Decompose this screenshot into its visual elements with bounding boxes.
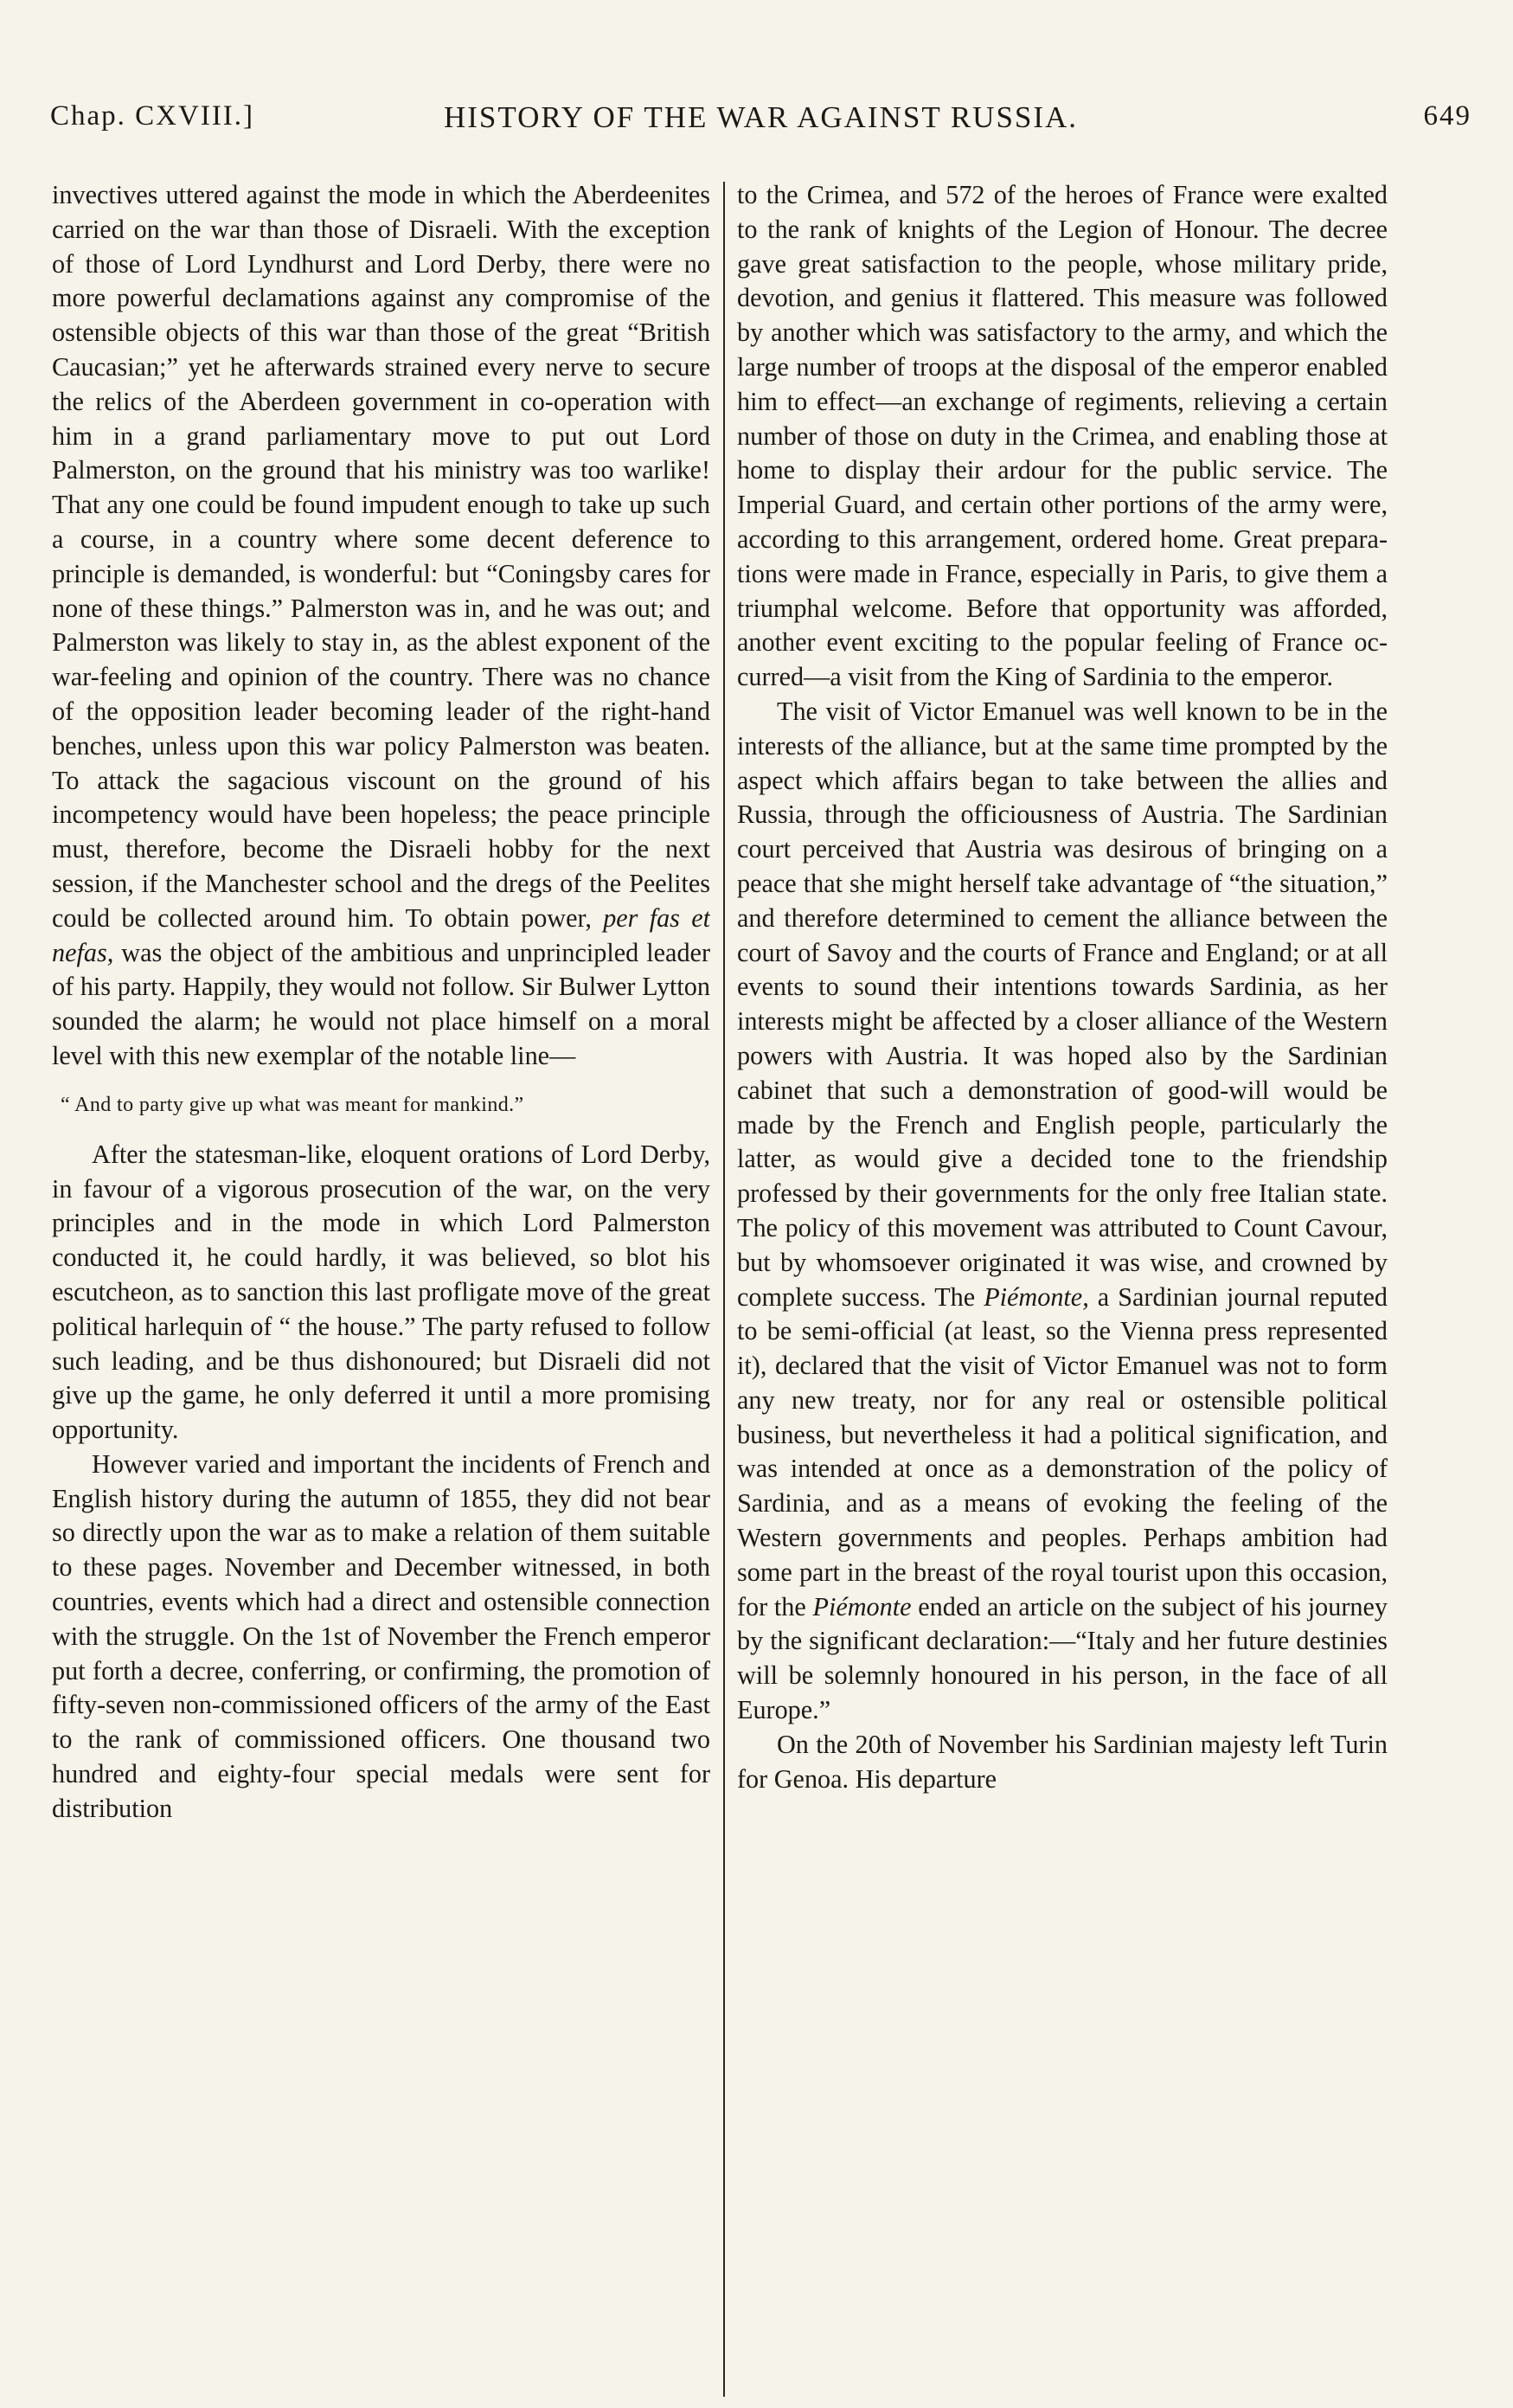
paragraph (52, 178, 710, 1074)
text-run: The visit of Victor Emanuel was well known to be in the interests of the alliance, but at the same time prompted by the aspect which affairs began to take between the allies and Russia, through the officiousness of Austria. The Sardinian court perceived that Austria was desirous of bringing on a peace that she might herself take advantage of “the situation,” and therefore determined to cement the alliance between the court of Savoy and the courts of France and England; or at all events to sound their intentions towards Sardinia, as her interests might be affected by a closer alliance of the Western powers with Austria. It was hoped also by the Sardinian cabinet that such a demonstration of good-will would be made by the French and English people, particularly the latter, as would give a decided tone to the friendship professed by their governments for the only free Italian state. The policy of this movement was attributed to Count Cavour, but by whomsoever originated it was wise, and crowned by complete success. The (737, 696, 1388, 1312)
text-run: ended an article on the subject of his journey by the significant declaration:—“Italy and her future destinies will be solemnly honoured in his person, in the face of all Europe.” (737, 1591, 1388, 1725)
running-header (50, 100, 1471, 152)
paragraph: However varied and important the incidents of French and English history during the autumn of 1855, they did not bear so directly upon the war as to make a relation of them suitable to these pages. November and December witnessed, in both countries, events which had a direct and ostensible connection with the struggle. On the 1st of November the French emperor put forth a decree, conferring, or confirming, the promotion of fifty-seven non-commissioned officers of the army of the East to the rank of commissioned officers. One thousand two hundred and eighty-four special medals were sent for distribution (52, 1448, 710, 1823)
italic-phrase: per fas et nefas, (52, 902, 710, 967)
running-title: HISTORY OF THE WAR AGAINST RUSSIA. (443, 100, 1079, 134)
column-divider (723, 182, 725, 2397)
italic-phrase: Piémonte, (984, 1281, 1089, 1312)
chapter-label: Chap. CXVIII.] (50, 100, 255, 132)
paragraph: After the statesman-like, eloquent orations of Lord Derby, in favour of a vigorous prosecution of the war, on the very principles and in the mode in which Lord Palmerston conducted it, he could hardly, it was believed, so blot his escutcheon, as to sanction this last profligate move of the great political harlequin of “ the house.” The party refused to follow such leading, and be thus dishonoured; but Disraeli did not give up the game, he only deferred it until a more promising opportunity. (52, 1139, 710, 1445)
text-run: invectives uttered against the mode in which the Aberdeenites carried on the war than those of Disraeli. With the exception of those of Lord Lyndhurst and Lord Derby, there were no more powerful declamations against any compromise of the ostensible objects of this war than those of the great “British Caucasian;” yet he afterwards strained every nerve to secure the relics of the Aberdeen government in co-operation with him in a grand parliamentary move to put out Lord Palmerston, on the ground that his ministry was too warlike! That any one could be found impudent enough to take up such a course, in a country where some decent deference to principle is demanded, is wonderful: but “Coningsby cares for none of these things.” Palmerston was in, and he was out; and Palmerston was likely to stay in, as the ablest exponent of the war-feeling and opinion of the country. There was no chance of the opposition leader becoming leader of the right-hand benches, unless upon this war policy Palmerston was beaten. To attack the sagacious viscount on the ground of his incompetency would have been hopeless; the peace principle must, therefore, become the Disraeli hobby for the next session, if the Manchester school and the dregs of the Peelites could be collected around him. To obtain power, (52, 180, 710, 933)
left-column (52, 178, 710, 2385)
block-quote: “ And to party give up what was meant for mankind.” (61, 1093, 524, 1116)
paragraph: On the 20th of November his Sardinian majesty left Turin for Genoa. His departure (737, 1729, 1388, 1794)
paragraph: to the Crimea, and 572 of the heroes of France were exalted to the rank of knights of the Legion of Honour. The decree gave great satisfaction to the people, whose military pride, devotion, and genius it flattered. This measure was followed by another which was satisfactory to the army, and which the large number of troops at the disposal of the emperor enabled him to effect—an exchange of regiments, relieving a certain number of those on duty in the Crimea, and enabling those at home to display their ardour for the public service. The Imperial Guard, and certain other portions of the army were, according to this arrangement, ordered home. Great preparations were made in France, especially in Paris, to give them a triumphal welcome. Before that opportunity was afforded, another event exciting to the popular feeling of France occurred—a visit from the King of Sardinia to the emperor. (737, 180, 1388, 692)
paragraph (737, 695, 1388, 1728)
italic-phrase: Piémonte (812, 1591, 912, 1621)
text-run: a Sardinian journal reputed to be semi-official (at least, so the Vienna press represented it), declared that the visit of Victor Emanuel was not to form any new treaty, nor for any real or ostensible political business, but nevertheless it had a political signification, and was intended at once as a demonstration of the policy of Sardinia, and as a means of evoking the feeling of the Western governments and peoples. Perhaps ambition had some part in the breast of the royal tourist upon this occasion, for the (737, 1281, 1388, 1621)
page-number: 649 (1423, 100, 1471, 132)
right-column (737, 178, 1388, 2385)
text-run: was the object of the ambitious and unprincipled leader of his party. Happily, they would not follow. Sir Bulwer Lytton sounded the alarm; he would not place himself on a moral level with this new exemplar of the notable line— (52, 937, 710, 1070)
